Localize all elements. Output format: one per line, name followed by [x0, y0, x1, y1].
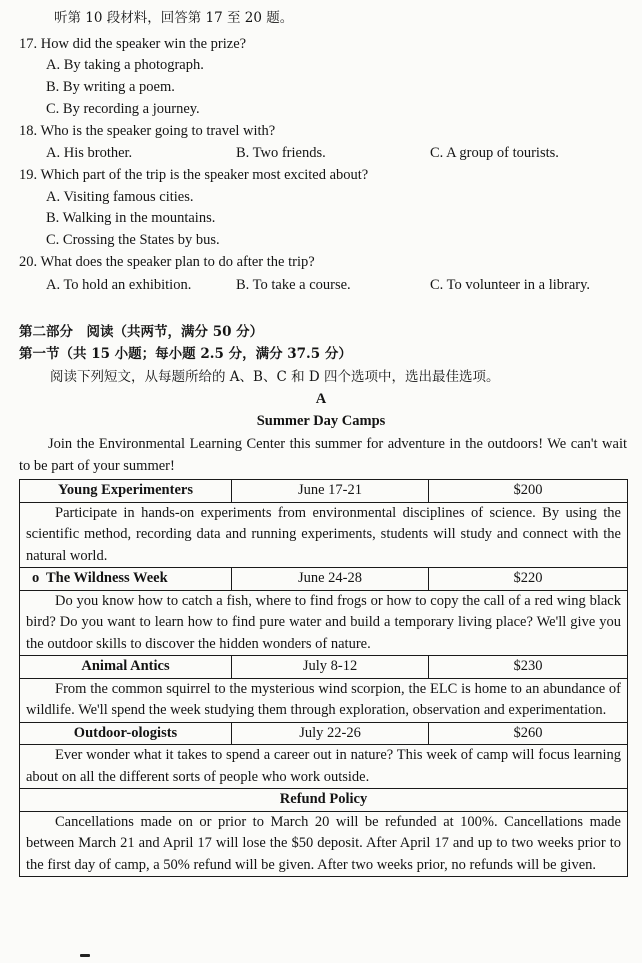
- question-18-option-b: B. Two friends.: [236, 145, 326, 161]
- question-17-option-b: B. By writing a poem.: [46, 79, 175, 95]
- camp-dates: June 17-21: [232, 480, 429, 503]
- camp-price: $220: [429, 568, 628, 591]
- question-19-option-b: B. Walking in the mountains.: [46, 210, 216, 226]
- camp-name: The Wildness Week: [46, 570, 168, 586]
- question-19-stem: 19. Which part of the trip is the speaker most excited about?: [19, 167, 369, 183]
- camp-header-row: [20, 480, 628, 503]
- question-18-option-c: C. A group of tourists.: [430, 145, 559, 161]
- question-19-option-a: A. Visiting famous cities.: [46, 189, 194, 205]
- passage-label: A: [315, 391, 327, 407]
- camp-header-row: [20, 568, 628, 591]
- question-20-option-a: A. To hold an exhibition.: [46, 277, 192, 293]
- camp-header-row: [20, 656, 628, 679]
- question-17-option-a: A. By taking a photograph.: [46, 57, 204, 73]
- camp-header-row: [20, 722, 628, 745]
- camp-price: $200: [429, 480, 628, 503]
- camp-price: $260: [429, 722, 628, 745]
- question-18-stem: 18. Who is the speaker going to travel with?: [19, 123, 276, 139]
- camp-name-cell: [20, 568, 232, 591]
- passage-intro: Join the Environmental Learning Center this summer for adventure in the outdoors! We can't wait to be part of your summer!: [19, 436, 627, 474]
- camp-description-row: [20, 745, 628, 789]
- camps-table: [19, 479, 628, 877]
- passage-title: Summer Day Camps: [256, 413, 386, 429]
- camp-name: Young Experimenters: [20, 480, 232, 503]
- refund-policy-text: Cancellations made on or prior to March 20 will be refunded at 100%. Cancellations made between March 21 and April 17 will lose the $50 deposit. After April 17 and up to two weeks prior to the first day of camp, a 50% refund will be given. After two weeks prior, no refunds will be given.: [20, 811, 628, 877]
- camp-name: Animal Antics: [20, 656, 232, 679]
- camp-description: From the common squirrel to the mysterious wind scorpion, the ELC is home to an abundance of wildlife. We'll spend the week studying them through exploration, observation and experimentation.: [20, 678, 628, 722]
- question-18-option-a: A. His brother.: [46, 145, 133, 161]
- camp-dates: July 22-26: [232, 722, 429, 745]
- refund-policy-title: Refund Policy: [20, 789, 628, 812]
- question-17-stem: 17. How did the speaker win the prize?: [19, 36, 247, 52]
- camp-description: Do you know how to catch a fish, where to find frogs or how to copy the call of a red wing black bird? Do you want to learn how to find pure water and build a temporary living place? We'll give you the outdoor skills to discover the hidden wonders of nature.: [20, 590, 628, 656]
- page-mark: [80, 954, 90, 957]
- part-two-title: 第二部分 阅读（共两节，满分 50 分）: [19, 324, 264, 340]
- camp-dates: July 8-12: [232, 656, 429, 679]
- camp-price: $230: [429, 656, 628, 679]
- section-one-title: 第一节（共 15 小题；每小题 2.5 分，满分 37.5 分）: [19, 346, 352, 362]
- question-20-stem: 20. What does the speaker plan to do after the trip?: [19, 254, 315, 270]
- camp-dates: June 24-28: [232, 568, 429, 591]
- camp-name: Outdoor-ologists: [20, 722, 232, 745]
- listening-instruction: 听第 10 段材料，回答第 17 至 20 题。: [54, 10, 294, 26]
- question-20-option-c: C. To volunteer in a library.: [430, 277, 591, 293]
- refund-text-row: [20, 811, 628, 877]
- camp-description: Participate in hands-on experiments from environmental disciplines of science. By using the scientific method, recording data and running experiments, students will study and connect with the natural world.: [20, 502, 628, 568]
- camp-description: Ever wonder what it takes to spend a career out in nature? This week of camp will focus learning about on all the different sorts of people who work outside.: [20, 745, 628, 789]
- question-17-option-c: C. By recording a journey.: [46, 101, 200, 117]
- camp-description-row: [20, 502, 628, 568]
- camp-description-row: [20, 590, 628, 656]
- reading-directions: 阅读下列短文，从每题所给的 A、B、C 和 D 四个选项中，选出最佳选项。: [50, 369, 500, 385]
- camp-description-row: [20, 678, 628, 722]
- refund-title-row: [20, 789, 628, 812]
- question-20-option-b: B. To take a course.: [236, 277, 351, 293]
- question-19-option-c: C. Crossing the States by bus.: [46, 232, 220, 248]
- bullet-mark: o: [32, 570, 40, 586]
